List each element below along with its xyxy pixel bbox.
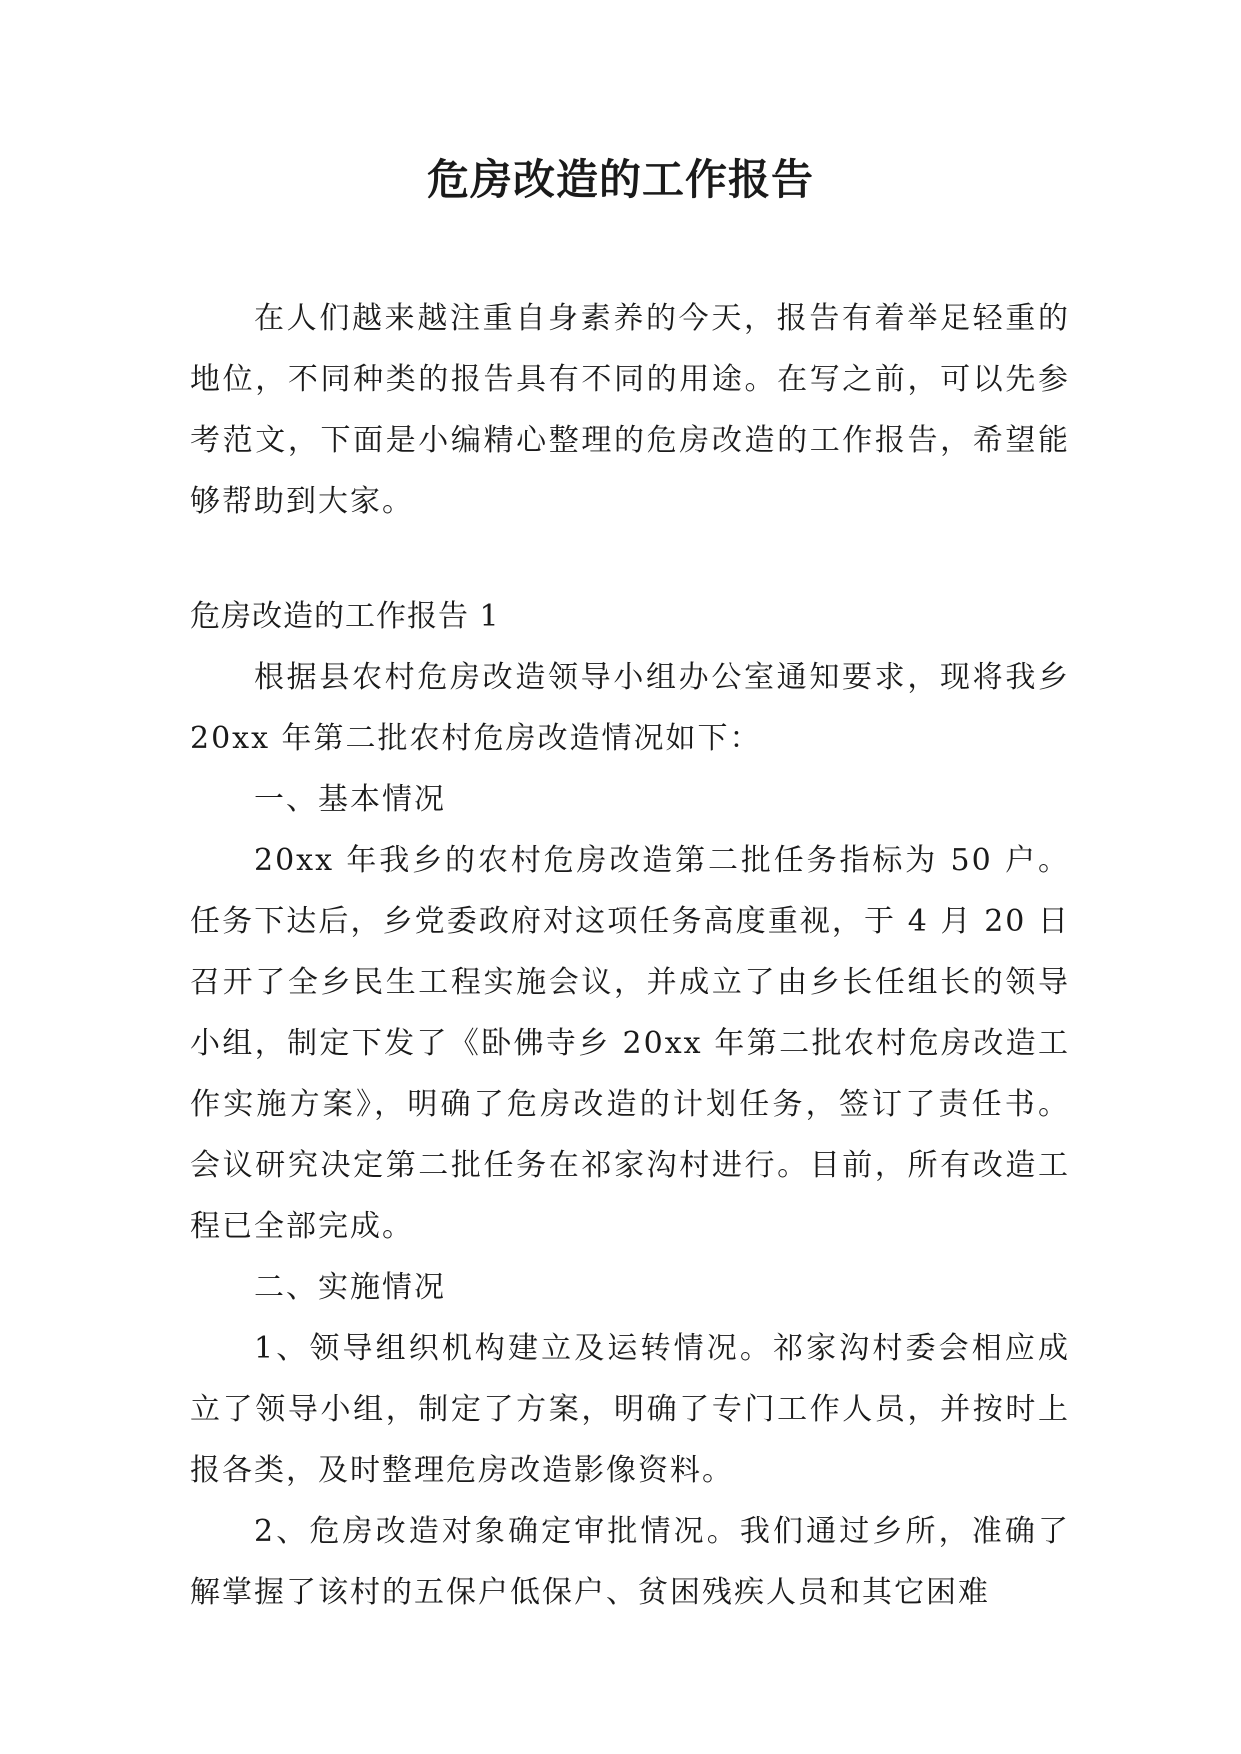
paragraph-3: 1、领导组织机构建立及运转情况。祁家沟村委会相应成立了领导小组，制定了方案，明确了专门工作人员，并按时上报各类，及时整理危房改造影像资料。 [190, 1331, 1070, 1488]
paragraph-2: 20xx 年我乡的农村危房改造第二批任务指标为 50 户。任务下达后，乡党委政府对这项任务高度重视，于 4 月 20 日召开了全乡民生工程实施会议，并成立了由乡长任组长的领导小组，制定下发了《卧佛寺乡 20xx 年第二批农村危房改造工作实施方案》，明确了危房改造的计划任务，签订了责任书。会议研究决定第二批任务在祁家沟村进行。目前，所有改造工程已全部完成。 [190, 843, 1070, 1244]
document-title: 危房改造的工作报告 [426, 155, 814, 204]
document-body [190, 288, 1070, 1623]
heading-implementation: 二、实施情况 [254, 1270, 446, 1305]
heading-basic-situation: 一、基本情况 [254, 782, 446, 817]
paragraph-gap [190, 532, 1070, 586]
intro-paragraph: 在人们越来越注重自身素养的今天，报告有着举足轻重的地位，不同种类的报告具有不同的用途。在写之前，可以先参考范文，下面是小编精心整理的危房改造的工作报告，希望能够帮助到大家。 [190, 301, 1070, 519]
section-title: 危房改造的工作报告 1 [190, 599, 500, 634]
paragraph-1: 根据县农村危房改造领导小组办公室通知要求，现将我乡 20xx 年第二批农村危房改造情况如下： [190, 660, 1070, 756]
paragraph-4: 2、危房改造对象确定审批情况。我们通过乡所，准确了解掌握了该村的五保户低保户、贫困残疾人员和其它困难 [190, 1514, 1070, 1610]
